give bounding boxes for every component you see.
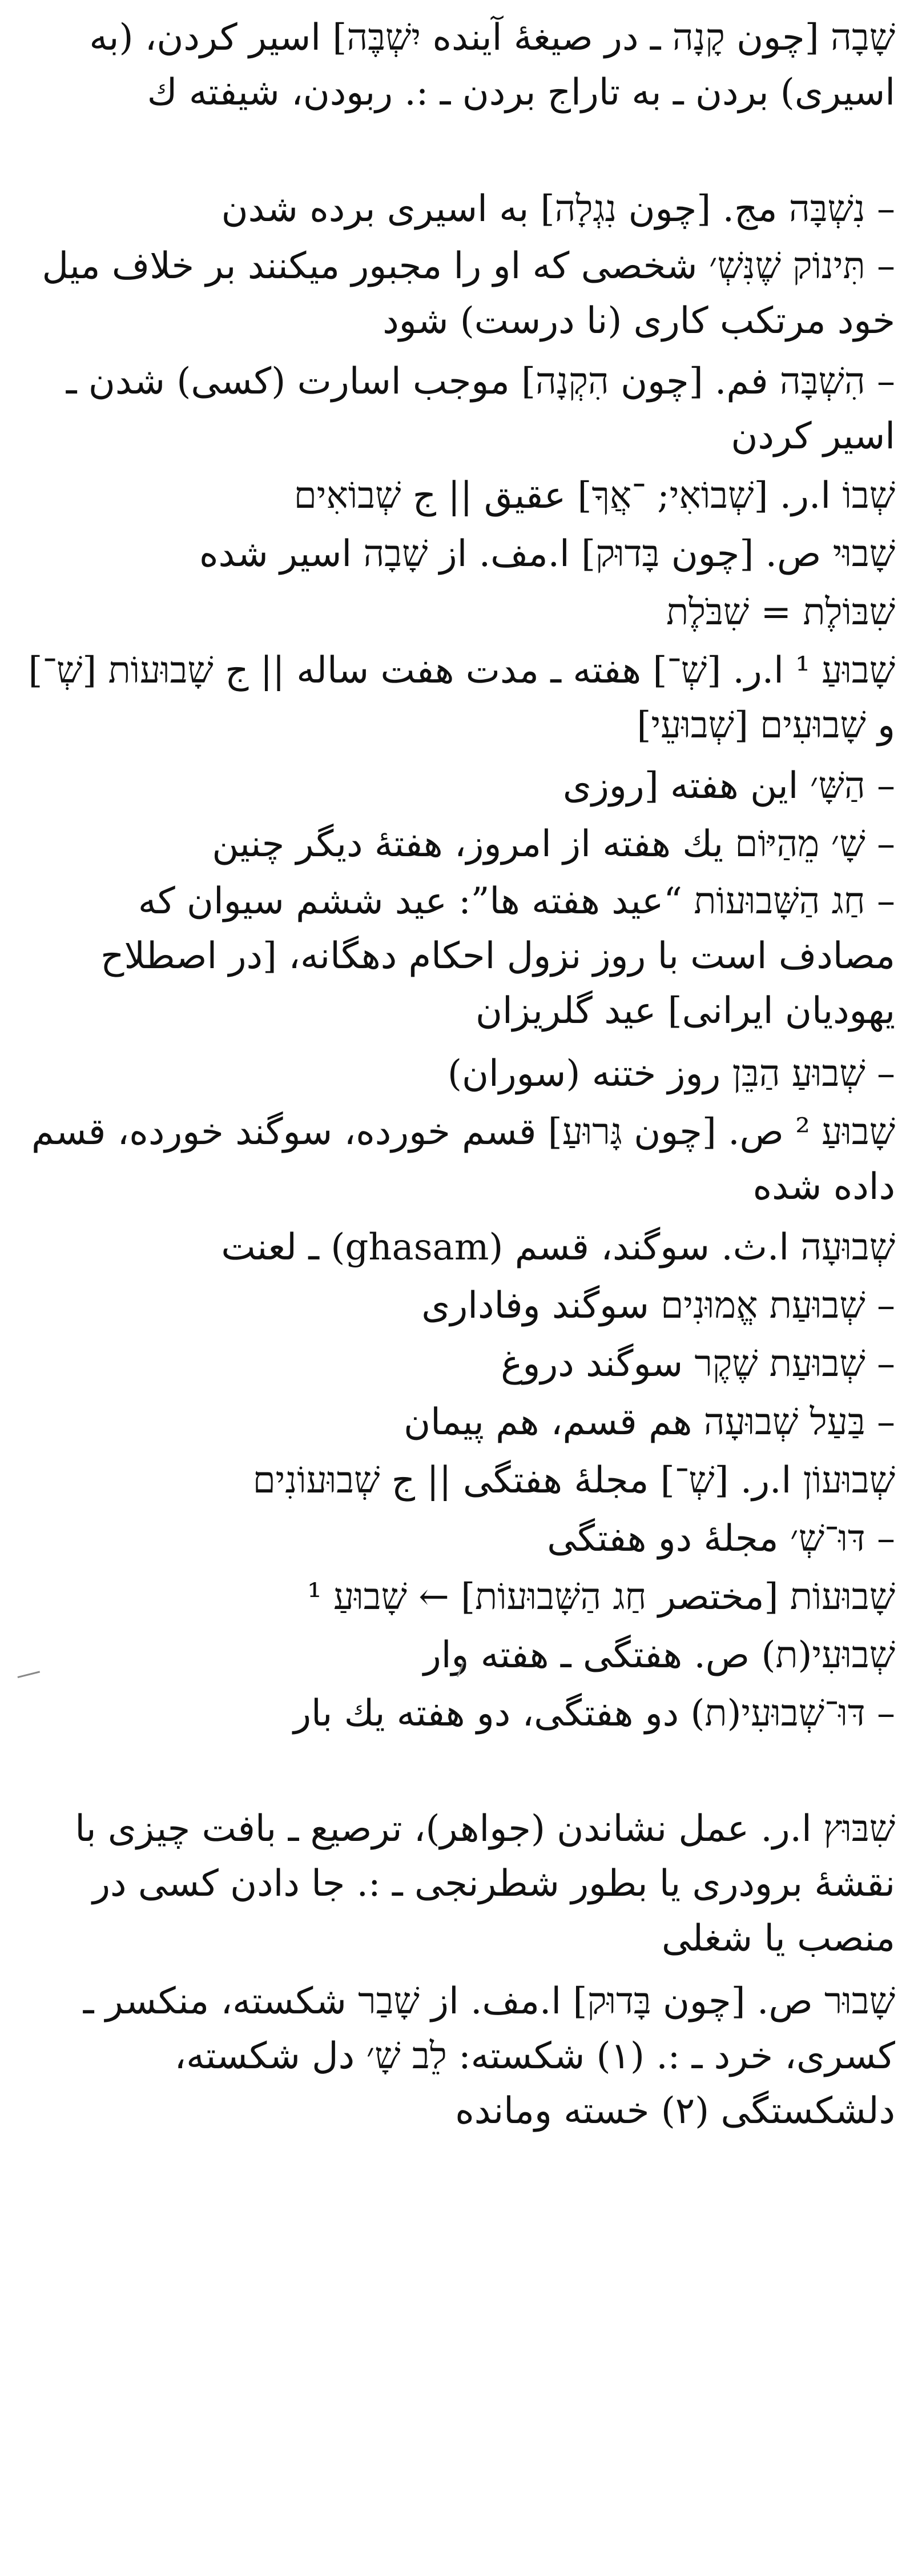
sub-entry: – שְׁבוּעַת שֶׁקֶר سوگند دروغ [501,1343,895,1385]
sub-entry: – הַשָּׁ׳ اين هفته [روزى [562,765,895,807]
dictionary-entry: שָׁבָה [چون קָנָה ـ در صيغهٔ آينده יִשְׁבֶּה] اسير كردن، (به اسيرى) بردن ـ به تاراج بردن ـ :. ربودن، شيفته ك [89,17,895,114]
dictionary-entry: שָׁבוּר ص. [چون בָּדוּק] ا.مف. از שָׁבַר شكسته، منكسر ـ كسرى، خرد ـ :. (١) شكسته: לֵב שָׁ׳ دل شكسته، دلشكستگى (٢) خسته ومانده [83,1980,895,2132]
sub-entry: – תִּינוֹק שֶׁנִּשְׁ׳ شخصى كه او را مجبور ميكنند بر خلاف ميل خود مرتكب كارى (نا درست) شود [42,245,895,342]
dictionary-entry: שָׁבוּעַ ¹ ا.ر. [שְׁ־] هفته ـ مدت هفت ساله || ج שָׁבוּעוֹת [שְׁ־] و שָׁבוּעִים [שְׁבוּעֵי] [28,649,895,747]
sub-entry: – הִשְׁבָּה فم. [چون הִקְנָה] موجب اسارت (كسى) شدن ـ اسير كردن [66,360,895,458]
dictionary-entry: שְׁבוּעִי(ת) ص. هفتگى ـ هفته وار [423,1634,895,1676]
sub-entry: – שְׁבוּעַת אֱמוּנִים سوگند وفادارى [421,1285,895,1327]
sub-entry: – דּוּ־שְׁ׳ مجلهٔ دو هفتگى [547,1518,895,1560]
dictionary-entry: שָׁבוּעַ ² ص. [چون גָּרוּעַ] قسم خورده، سوگند خورده، قسم داده شده [31,1111,895,1208]
sub-entry: – שָׁ׳ מֵהַיּוֹם يك هفته از امروز، هفتهٔ ديگر چنين [212,823,895,865]
dictionary-entry: שִׁבּוּץ ا.ر. عمل نشاندن (جواهر)، ترصيع ـ بافت چيزى با نقشهٔ برودرى يا بطور شطرنجى ـ :. جا دادن كسى در منصب يا شغلى [75,1808,895,1960]
sub-entry: – דּוּ־שְׁבוּעִי(ת) دو هفتگى، دو هفته يك بار [293,1692,895,1735]
pencil-mark [18,1671,42,1686]
sub-entry: – שְׁבוּעַ הַבֵּן روز ختنه (سوران) [448,1053,895,1095]
sub-entry: – נִשְׁבָּה مج. [چون נִגְלָה] به اسيرى برده شدن [221,188,895,230]
dictionary-entry: שָׁבוּי ص. [چون בָּדוּק] ا.مف. از שָׁבָה اسير شده [199,533,895,575]
sub-entry: – חַג הַשָּׁבוּעוֹת “عيد هفته ها”: عيد ششم سيوان كه مصادف است با روز نزول احكام دهگانه، [در اصطلاح يهوديان ايرانى] عيد گلريزان [100,880,895,1032]
sub-entry: – בַּעַל שְׁבוּעָה هم قسم، هم پيمان [404,1401,895,1443]
dictionary-entry: שִׁבּוֹלֶת = שִׁבֹּלֶת [666,591,895,633]
dictionary-entry: שְׁבוֹ ا.ر. [שְׁבוֹאִי; ־אֲךָ] عقيق || ج שְׁבוֹאִים [293,475,895,517]
dictionary-entry: שְׁבוּעוֹן ا.ر. [שְׁ־] مجلهٔ هفتگى || ج שְׁבוּעוֹנִים [252,1459,895,1502]
dictionary-entry: שְׁבוּעָה ا.ث. سوگند، قسم (ghasam) ـ لعنت [221,1226,895,1269]
dictionary-entry: שָׁבוּעוֹת [مختصر חַג הַשָּׁבוּעוֹת] ← שָׁבוּעַ ¹ [307,1576,895,1618]
